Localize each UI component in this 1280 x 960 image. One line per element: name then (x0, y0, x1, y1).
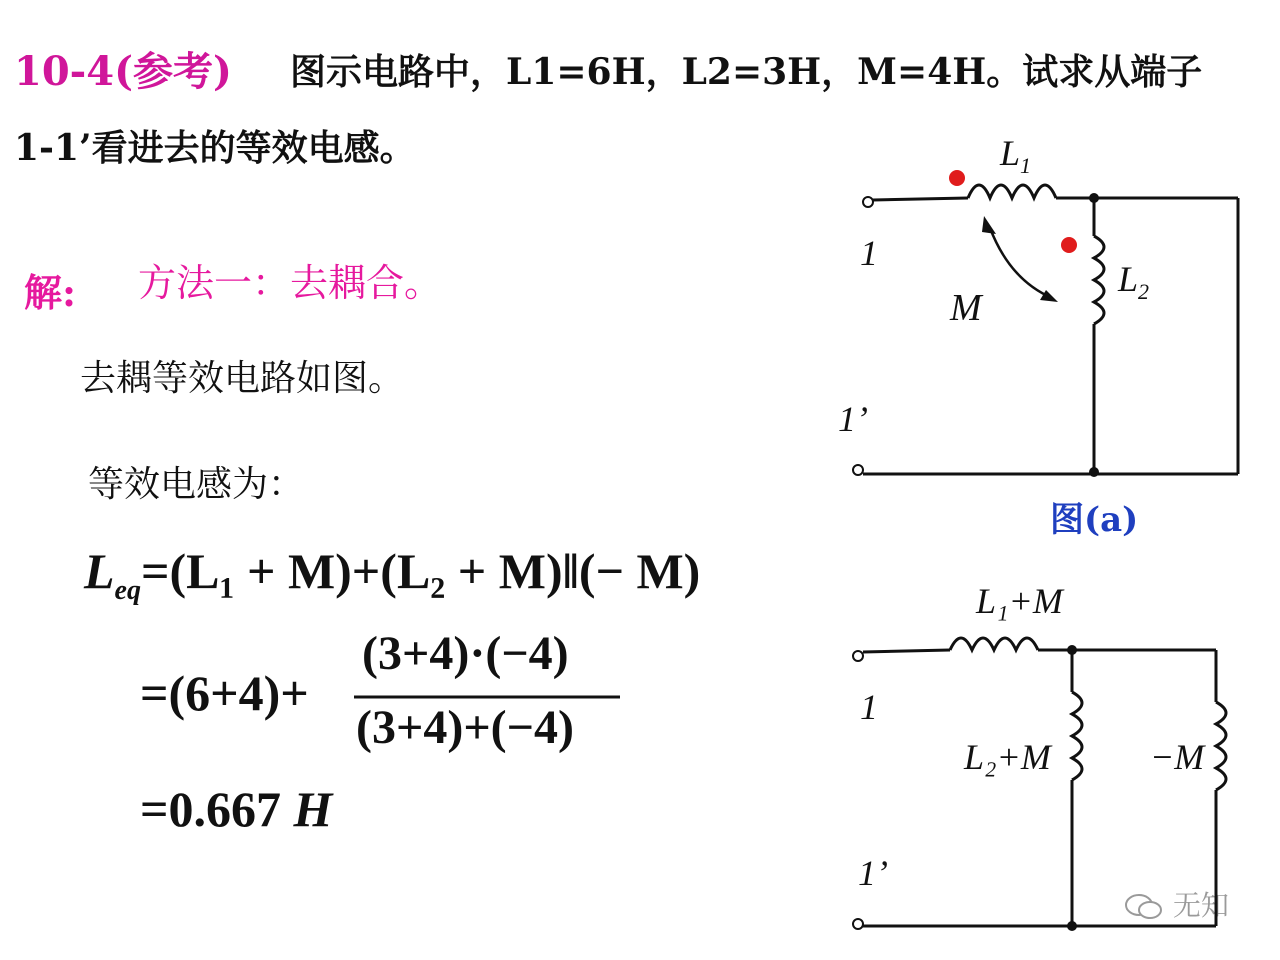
fig-b-negM-label: −M (1150, 737, 1205, 777)
terminal-1-node-b (853, 651, 863, 661)
terminal-1prime-node (853, 465, 863, 475)
polarity-dot-L2 (1061, 237, 1077, 253)
fig-a-M-label: M (950, 287, 982, 329)
junction-dot-top (1089, 193, 1099, 203)
junction-dot-bottom (1089, 467, 1099, 477)
fraction-denominator: (3+4)+(−4) (356, 701, 574, 754)
inductor-L1 (968, 185, 1056, 198)
problem-statement-line1: 图示电路中，L1=6H，L2=3H，M=4H。试求从端子 (290, 51, 1203, 93)
fig-b-terminal-1prime: 1’ (858, 853, 888, 893)
inductor-L1-plus-M (950, 638, 1038, 650)
equation-line2-lead: =(6+4)+ (140, 665, 309, 721)
leq-subscript: eq (114, 575, 141, 606)
fig-a-terminal-1: 1 (860, 233, 878, 273)
terminal-1-node (863, 197, 873, 207)
solution-label: 解: (24, 270, 77, 315)
fig-a-terminal-1prime: 1’ (838, 399, 868, 439)
equation-line1-rhs: =(L₁ + M)+(L₂ + M)‖(− M) (140, 543, 701, 599)
junction-dot-b-bottom (1067, 921, 1077, 931)
fig-b-L2M-label: L₂+M (964, 737, 1051, 777)
watermark-text: 无知 (1172, 889, 1229, 922)
problem-statement-line2: 1-1’看进去的等效电感。 (14, 127, 416, 169)
method-title: 方法一：去耦合。 (138, 261, 443, 305)
leq-symbol: L (84, 543, 115, 599)
inductor-L2 (1094, 236, 1104, 324)
result-unit: H (293, 781, 333, 837)
fig-a-L2-label: $L_2$ (1118, 259, 1150, 305)
result-value: =0.667 (140, 781, 281, 837)
equivalent-inductance-note: 等效电感为： (88, 464, 305, 505)
fig-b-L1M-label: L₁+M (976, 581, 1063, 621)
fig-a-caption: 图(a) (1050, 500, 1139, 540)
figure-a-circuit (853, 185, 1238, 475)
junction-dot-b-top (1067, 645, 1077, 655)
fig-a-L1-label: $L_1$ (1000, 133, 1032, 179)
terminal-1prime-node-b (853, 919, 863, 929)
inductor-L2-plus-M (1072, 692, 1082, 780)
decoupled-circuit-note: 去耦等效电路如图。 (80, 358, 405, 399)
inductor-neg-M (1216, 702, 1226, 790)
mutual-coupling-arrow (990, 228, 1052, 298)
figure-b-circuit (853, 638, 1226, 929)
fig-b-terminal-1: 1 (860, 687, 878, 727)
polarity-dot-L1 (949, 170, 965, 186)
problem-id: 10-4(参考) (14, 48, 232, 95)
fraction-numerator: (3+4)·(−4) (362, 627, 569, 680)
